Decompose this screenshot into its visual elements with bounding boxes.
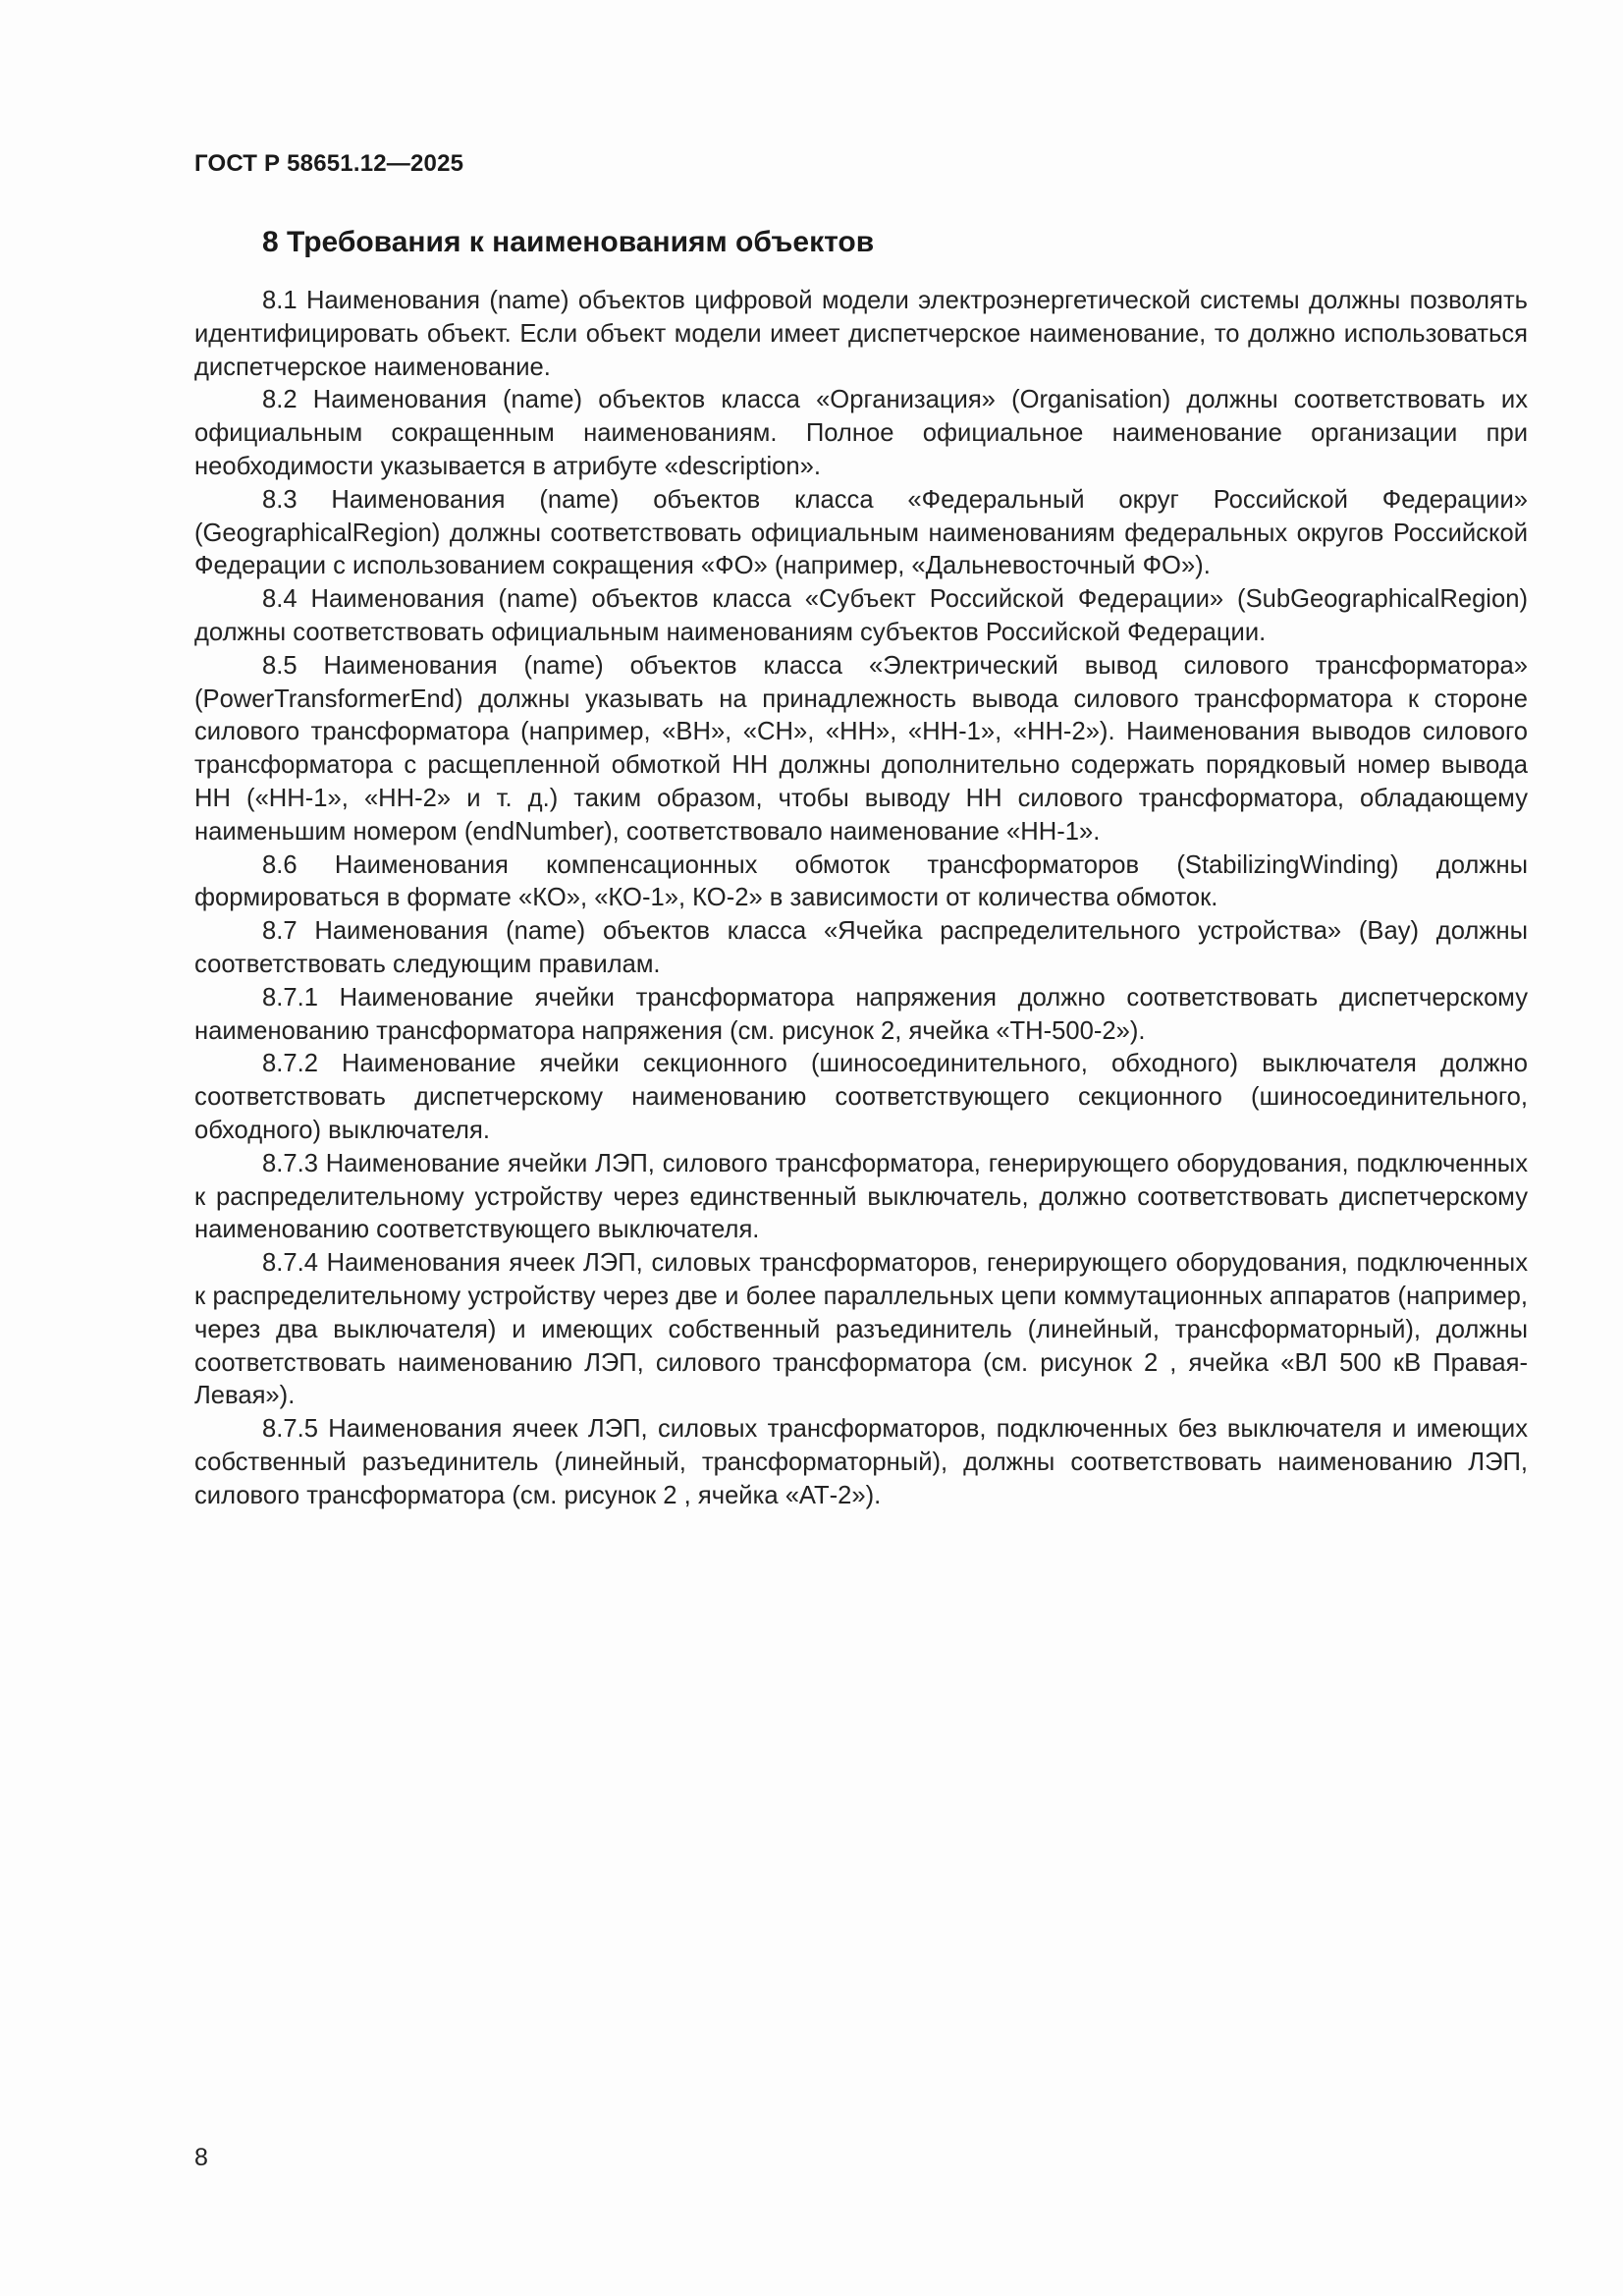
section-body (194, 285, 1528, 1512)
paragraph-8-5: 8.5 Наименования (name) объектов класса «Электрический вывод силового трансформатора» (PowerTransformerEnd) должны указывать на принадлежность вывода силового трансформатора к стороне силового трансформатора (например, «ВН», «СН», «НН», «НН-1», «НН-2»). Наименования выводов силового трансформатора с расщепленной обмоткой НН должны дополнительно содержать порядковый номер вывода НН («НН-1», «НН-2» и т. д.) таким образом, чтобы выводу НН силового трансформатора, обладающему наименьшим номером (endNumber), соответствовало наименование «НН-1». (194, 651, 1528, 846)
paragraph-8-2: 8.2 Наименования (name) объектов класса «Организация» (Organisation) должны соответствовать их официальным сокращенным наименованиям. Полное официальное наименование организации при необходимости указывается в атрибуте «description». (194, 386, 1528, 480)
paragraph-8-1: 8.1 Наименования (name) объектов цифровой модели электроэнергетической системы должны позволять идентифицировать объект. Если объект модели имеет диспетчерское наименование, то должно использоваться диспетчерское наименование. (194, 287, 1528, 381)
section-title: 8 Требования к наименованиям объектов (262, 226, 875, 258)
paragraph-8-6: 8.6 Наименования компенсационных обмоток трансформаторов (StabilizingWinding) должны формироваться в формате «КО», «КО-1», КО-2» в зависимости от количества обмоток. (194, 850, 1528, 912)
paragraph-8-4: 8.4 Наименования (name) объектов класса «Субъект Российской Федерации» (SubGeographicalRegion) должны соответствовать официальным наименованиям субъектов Российской Федерации. (194, 585, 1528, 646)
page-number: 8 (194, 2144, 208, 2171)
paragraph-8-7: 8.7 Наименования (name) объектов класса «Ячейка распределительного устройства» (Bay) должны соответствовать следующим правилам. (194, 917, 1528, 978)
paragraph-8-7-1: 8.7.1 Наименование ячейки трансформатора напряжения должно соответствовать диспетчерскому наименованию трансформатора напряжения (см. рисунок 2, ячейка «ТН-500-2»). (194, 983, 1528, 1045)
paragraph-8-7-3: 8.7.3 Наименование ячейки ЛЭП, силового трансформатора, генерирующего оборудования, подключенных к распределительному устройству через единственный выключатель, должно соответствовать диспетчерскому наименованию соответствующего выключателя. (194, 1149, 1528, 1244)
paragraph-8-7-4: 8.7.4 Наименования ячеек ЛЭП, силовых трансформаторов, генерирующего оборудования, подключенных к распределительному устройству через две и более параллельных цепи коммутационных аппаратов (например, через два выключателя) и имеющих собственный разъединитель (линейный, трансформаторный), должны соответствовать наименованию ЛЭП, силового трансформатора (см. рисунок 2 , ячейка «ВЛ 500 кВ Правая-Левая»). (194, 1249, 1528, 1410)
paragraph-8-7-2: 8.7.2 Наименование ячейки секционного (шиносоединительного, обходного) выключателя должно соответствовать диспетчерскому наименованию соответствующего секционного (шиносоединительного, обходного) выключателя. (194, 1050, 1528, 1144)
document-code-header: ГОСТ Р 58651.12—2025 (194, 150, 464, 177)
paragraph-8-7-5: 8.7.5 Наименования ячеек ЛЭП, силовых трансформаторов, подключенных без выключателя и имеющих собственный разъединитель (линейный, трансформаторный), должны соответствовать наименованию ЛЭП, силового трансформатора (см. рисунок 2 , ячейка «АТ-2»). (194, 1415, 1528, 1509)
paragraph-8-3: 8.3 Наименования (name) объектов класса «Федеральный округ Российской Федерации» (GeographicalRegion) должны соответствовать официальным наименованиям федеральных округов Российской Федерации с использованием сокращения «ФО» (например, «Дальневосточный ФО»). (194, 485, 1528, 580)
